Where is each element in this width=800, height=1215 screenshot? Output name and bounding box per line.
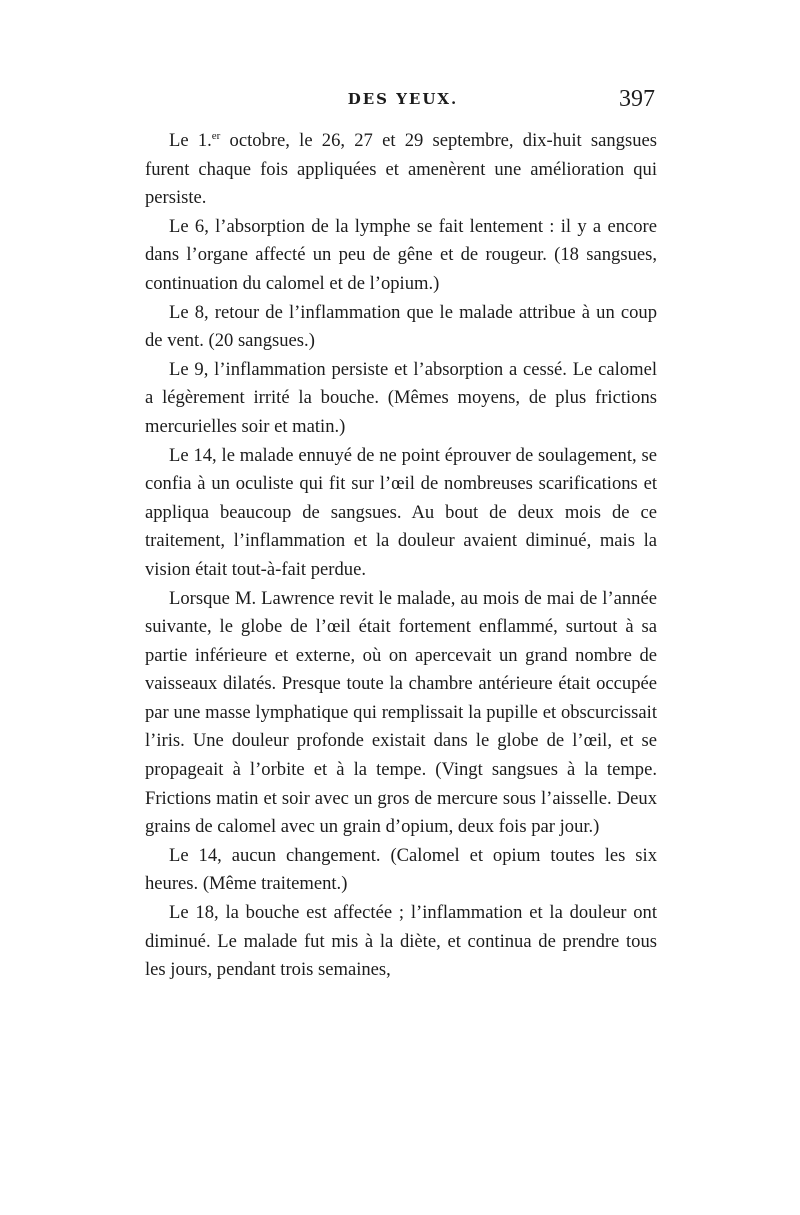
paragraph-8: Le 18, la bouche est affectée ; l’inflammation et la douleur ont diminué. Le malade fut mis à la diète, et continua de prendre tous les jours, pendant trois semaines, — [145, 902, 657, 981]
paragraph-2: Le 6, l’absorption de la lymphe se fait lentement : il y a encore dans l’organe affecté un peu de gêne et de rougeur. (18 sangsues, continuation du calomel et de l’opium.) — [145, 215, 657, 294]
paragraph-1-text: octobre, le 26, 27 et 29 septembre, dix-huit sangsues furent chaque fois appliquées et amenèrent une amélioration qui persiste. — [145, 130, 657, 209]
paragraph-6: Lorsque M. Lawrence revit le malade, au mois de mai de l’année suivante, le globe de l’œil était fortement enflammé, surtout à sa partie inférieure et externe, où on apercevait un grand nombre de vaisseaux dilatés. Presque toute la chambre antérieure était occupée par une masse lymphatique qui remplissait la pupille et obscurcissait l’iris. Une douleur profonde existait dans le globe de l’œil, et se propageait à l’orbite et à la tempe. (Vingt sangsues à la tempe. Frictions matin et soir avec un gros de mercure sous l’aisselle. Deux grains de calomel avec un grain d’opium, deux fois par jour.) — [145, 587, 657, 838]
body-text — [145, 127, 657, 985]
running-title: DES YEUX. — [347, 90, 459, 108]
paragraph-7: Le 14, aucun changement. (Calomel et opium toutes les six heures. (Même traitement.) — [145, 844, 657, 895]
paragraph-1 — [145, 127, 657, 213]
paragraph-3: Le 8, retour de l’inflammation que le malade attribue à un coup de vent. (20 sangsues.) — [145, 301, 657, 352]
page-number: 397 — [619, 86, 655, 112]
ordinal-superscript: er — [211, 129, 221, 142]
paragraph-1-lead: Le 1. — [169, 130, 212, 151]
paragraph-5: Le 14, le malade ennuyé de ne point éprouver de soulagement, se confia à un oculiste qui fit sur l’œil de nombreuses scarifications et appliqua beaucoup de sangsues. Au bout de deux mois de ce traitement, l’inflammation et la douleur avaient diminué, mais la vision était tout-à-fait perdue. — [145, 444, 657, 580]
paragraph-4: Le 9, l’inflammation persiste et l’absorption a cessé. Le calomel a légèrement irrité la bouche. (Mêmes moyens, de plus frictions mercurielles soir et matin.) — [145, 358, 657, 437]
running-head — [145, 86, 661, 120]
